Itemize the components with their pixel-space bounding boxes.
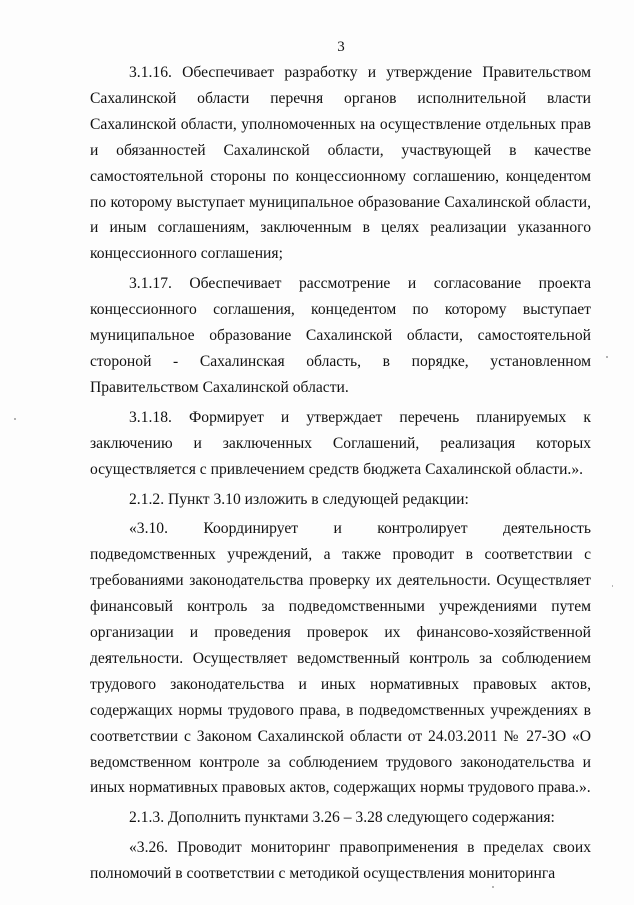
paragraph-2-1-2: 2.1.2. Пункт 3.10 изложить в следующей редакции: [129, 490, 469, 508]
paragraph-3-1-17: 3.1.17. Обеспечивает рассмотрение и согласование проекта концессионного соглашения, концедентом по которому выступает муниципальное образование Сахалинской области, самостоятельной стороной - Сахалинская область, в порядке, установленном Правительством Сахалинской области. [90, 275, 591, 396]
scan-speck [14, 418, 16, 420]
scan-speck [492, 886, 494, 888]
paragraph-2-1-3: 2.1.3. Дополнить пунктами 3.26 – 3.28 следующего содержания: [129, 809, 555, 827]
document-body [90, 60, 591, 891]
scan-speck [606, 356, 608, 358]
paragraph-3-10: «3.10. Координирует и контролирует деятельность подведомственных учреждений, а также проводит в соответствии с требованиями законодательства проверку их деятельности. Осуществляет финансовый контроль за подведомственными учреждениями путем организации и проведения проверок их финансово-хозяйственной деятельности. Осуществляет ведомственный контроль за соблюдением трудового законодательства и иных нормативных правовых актов, содержащих нормы трудового права, в подведомственных учреждениях в соответствии с Законом Сахалинской области от 24.03.2011 № 27-ЗО «О ведомственном контроле за соблюдением трудового законодательства и иных нормативных правовых актов, содержащих нормы трудового права.». [90, 520, 591, 797]
paragraph-3-1-16: 3.1.16. Обеспечивает разработку и утверждение Правительством Сахалинской области перечня органов исполнительной власти Сахалинской области, уполномоченных на осуществление отдельных прав и обязанностей Сахалинской области, участвующей в качестве самостоятельной стороны по концессионному соглашению, концедентом по которому выступает муниципальное образование Сахалинской области, и иным соглашениям, заключенным в целях реализации указанного концессионного соглашения; [90, 64, 591, 263]
page-number: 3 [337, 39, 345, 55]
paragraph-3-1-18: 3.1.18. Формирует и утверждает перечень планируемых к заключению и заключенных Соглашений, реализация которых осуществляется с привлечением средств бюджета Сахалинской области.». [90, 408, 591, 478]
paragraph-3-26: «3.26. Проводит мониторинг правоприменения в пределах своих полномочий в соответствии с методикой осуществления мониторинга [90, 839, 591, 883]
scan-speck [612, 585, 613, 587]
